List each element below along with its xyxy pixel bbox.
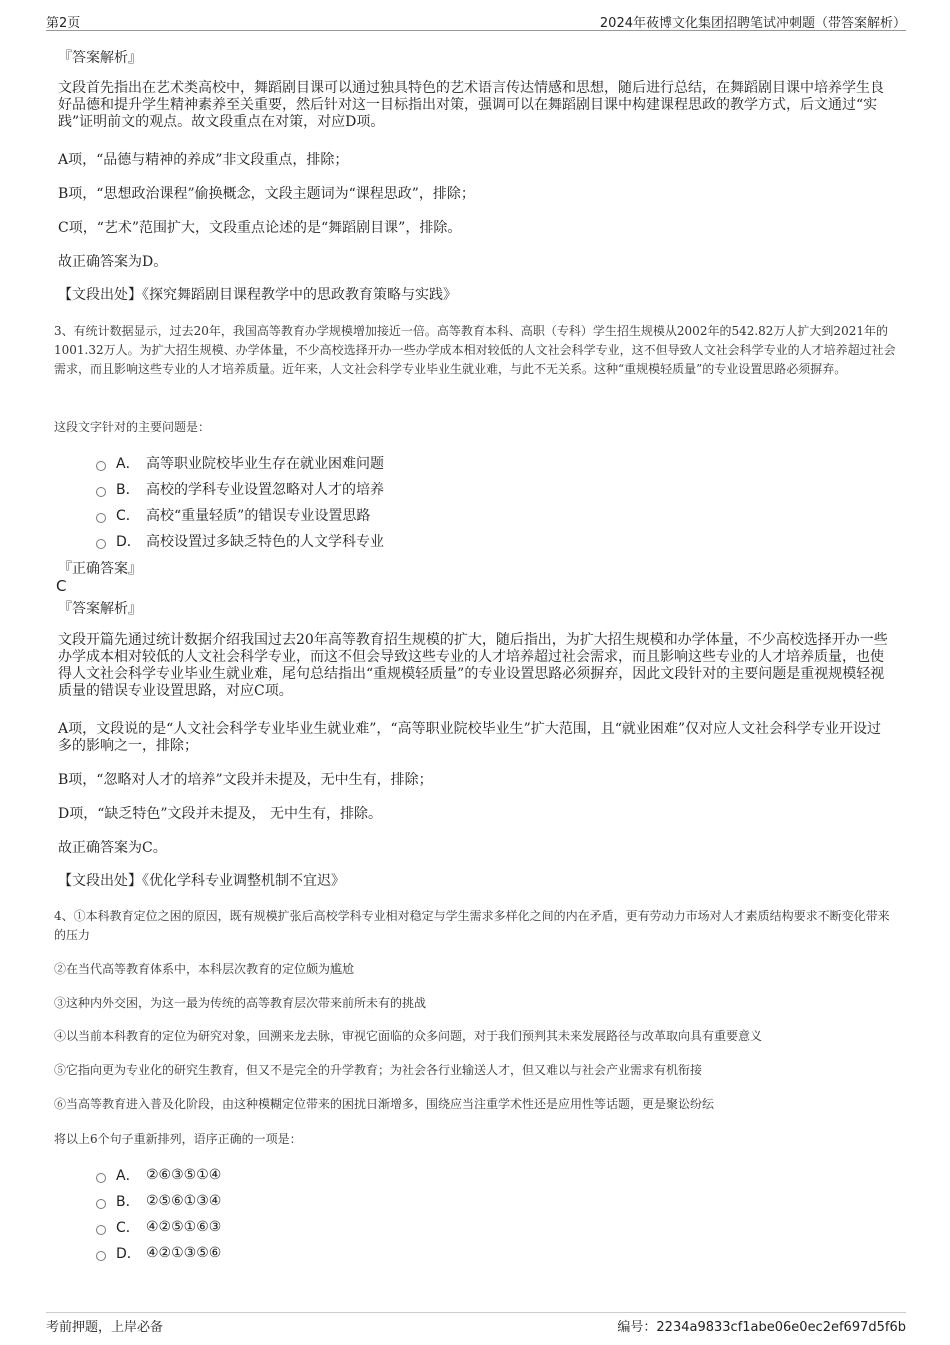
correct-answer-value: C [56,577,67,595]
sentence-2: ②在当代高等教育体系中，本科层次教育的定位颇为尴尬 [54,962,355,976]
radio-icon[interactable] [96,487,106,497]
analysis-option-b: B项，“思想政治课程”偷换概念，文段主题词为“课程思政”，排除； [58,186,475,202]
radio-icon[interactable] [96,1199,106,1209]
analysis-option-d: D项，“缺乏特色”文段并未提及， 无中生有，排除。 [58,806,382,822]
sentence-3: ③这种内外交困，为这一最为传统的高等教育层次带来前所未有的挑战 [54,996,427,1010]
option-d[interactable]: D． ④②①③⑤⑥ [96,1243,221,1263]
radio-icon[interactable] [96,461,106,471]
conclusion: 故正确答案为D。 [58,254,168,270]
option-a[interactable]: A． ②⑥③⑤①④ [96,1165,221,1185]
radio-icon[interactable] [96,1251,106,1261]
analysis-option-a: A项，文段说的是“人文社会科学专业毕业生就业难”，“高等职业院校毕业生”扩大范围，且“就业困难”仅对应人文社会科学专业开设过多的影响之一，排除； [58,721,882,754]
analysis-paragraph: 文段首先指出在艺术类高校中，舞蹈剧目课可以通过独具特色的艺术语言传达情感和思想，随后进行总结，在舞蹈剧目课中培养学生良好品德和提升学生精神素养至关重要，然后针对这一目标指出对策，强调可以在舞蹈剧目课中构建课程思政的教学方式，后文通过“实践”证明前文的观点。故文段重点在对策，对应D项。 [58,80,884,130]
sentence-6: ⑥当高等教育进入普及化阶段，由这种模糊定位带来的困扰日渐增多，围绕应当注重学术性还是应用性等话题，更是聚讼纷纭 [54,1097,715,1111]
radio-icon[interactable] [96,1225,106,1235]
radio-icon[interactable] [96,1173,106,1183]
radio-icon[interactable] [96,513,106,523]
option-c[interactable]: C． 高校“重量轻质”的错误专业设置思路 [96,505,370,525]
source-citation: 【文段出处】《探究舞蹈剧目课程教学中的思政教育策略与实践》 [58,287,457,303]
question-3-stem: 3、有统计数据显示，过去20年，我国高等教育办学规模增加接近一倍。高等教育本科、高职（专科）学生招生规模从2002年的542.82万人扩大到2021年的1001.32万人。为扩大招生规模、办学体量，不少高校选择开办一些办学成本相对较低的人文社会科学专业，这不但导致人文社会科学专业的人才培养超过社会需求，而且影响这些专业的人才培养质量。近年来，人文社会科学专业毕业生就业难，与此不无关系。这种“重规模轻质量”的专业设置思路必须摒弃。 [54,324,896,376]
sentence-5: ⑤它指向更为专业化的研究生教育，但又不是完全的升学教育；为社会各行业输送人才，但又难以与社会产业需求有机衔接 [54,1063,703,1077]
page-footer [46,1312,906,1335]
radio-icon[interactable] [96,539,106,549]
option-b[interactable]: B． 高校的学科专业设置忽略对人才的培养 [96,479,384,499]
analysis-label: 『答案解析』 [58,601,142,617]
question-4-prompt: 将以上6个句子重新排列，语序正确的一项是： [54,1132,302,1146]
page-number: 第2页 [46,16,81,31]
document-title: 2024年莜博文化集团招聘笔试冲刺题（带答案解析） [599,16,906,31]
analysis-label: 『答案解析』 [58,50,142,66]
conclusion: 故正确答案为C。 [58,840,167,856]
correct-answer-label: 『正确答案』 [58,561,142,577]
option-b[interactable]: B． ②⑤⑥①③④ [96,1191,221,1211]
analysis-paragraph: 文段开篇先通过统计数据介绍我国过去20年高等教育招生规模的扩大，随后指出，为扩大招生规模和办学体量，不少高校选择开办一些办学成本相对较低的人文社会科学专业，而这不但会导致这些专业的人才培养超过社会需求，而且影响这些专业的人才培养质量，也使得人文社会科学专业毕业生就业难，尾句总结指出“重规模轻质量”的专业设置思路必须摒弃，因此文段针对的主要问题是重视规模轻视质量的错误专业设置思路，对应C项。 [58,632,888,699]
option-a[interactable]: A． 高等职业院校毕业生存在就业困难问题 [96,453,384,473]
analysis-option-c: C项，“艺术”范围扩大，文段重点论述的是“舞蹈剧目课”，排除。 [58,220,462,236]
analysis-option-b: B项，“忽略对人才的培养”文段并未提及，无中生有，排除； [58,772,433,788]
option-d[interactable]: D． 高校设置过多缺乏特色的人文学科专业 [96,531,384,551]
sentence-1: 4、①本科教育定位之困的原因，既有规模扩张后高校学科专业相对稳定与学生需求多样化之间的内在矛盾，更有劳动力市场对人才素质结构要求不断变化带来的压力 [54,909,890,942]
question-3-prompt: 这段文字针对的主要问题是： [54,420,211,434]
source-citation: 【文段出处】《优化学科专业调整机制不宜迟》 [58,873,345,889]
sentence-4: ④以当前本科教育的定位为研究对象，回溯来龙去脉，审视它面临的众多问题，对于我们预判其未来发展路径与改革取向具有重要意义 [54,1029,763,1043]
analysis-option-a: A项，“品德与精神的养成”非文段重点，排除； [58,152,349,168]
page-header [46,0,906,31]
document-code: 编号：2234a9833cf1abe06e0ec2ef697d5f6b [617,1320,906,1335]
footer-slogan: 考前押题，上岸必备 [46,1320,164,1335]
option-c[interactable]: C． ④②⑤①⑥③ [96,1217,221,1237]
